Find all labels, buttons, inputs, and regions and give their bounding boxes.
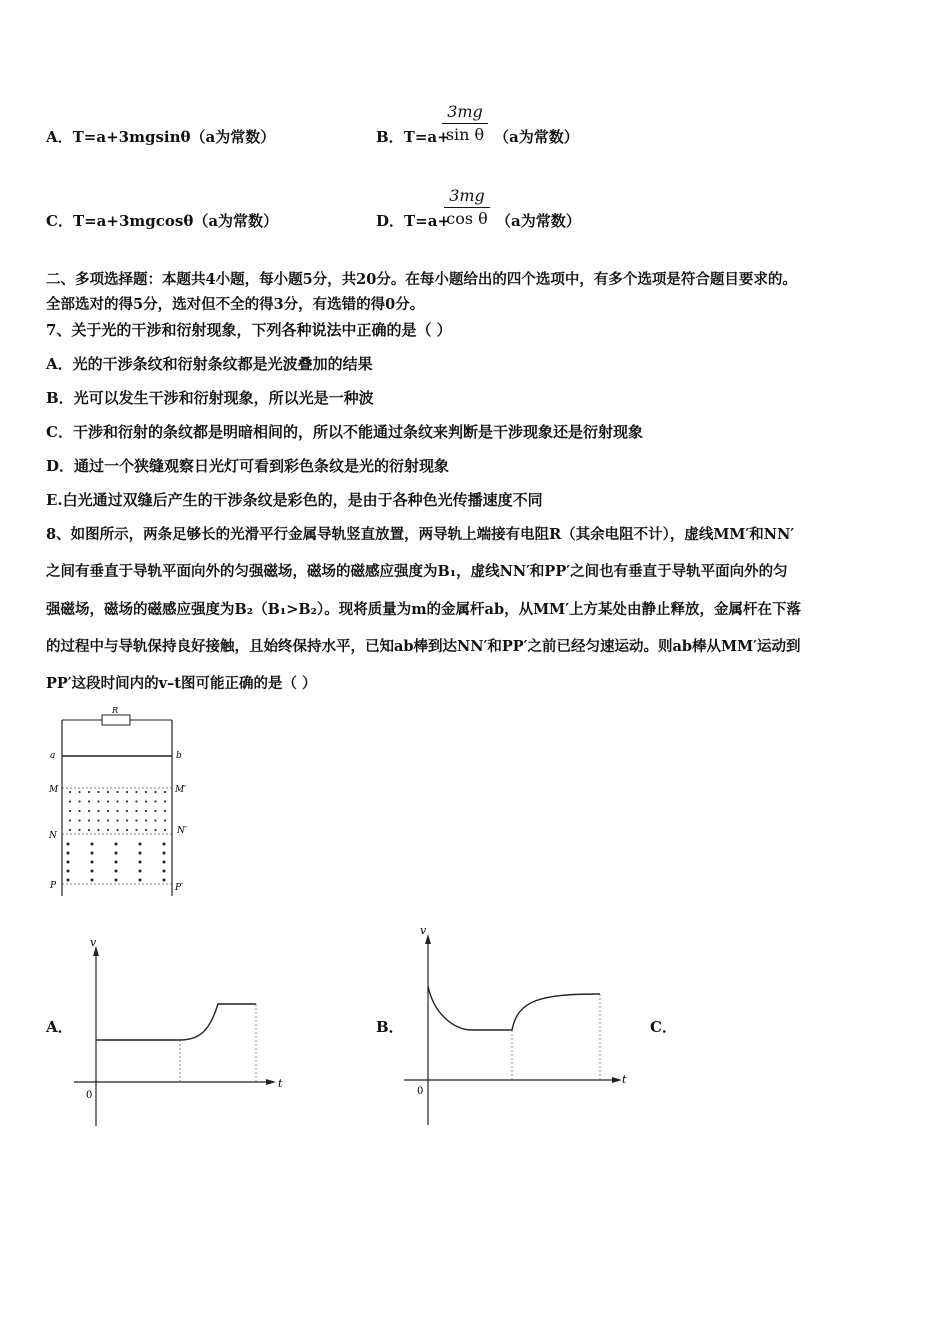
q6-option-b-suffix: （a为常数） <box>494 128 579 146</box>
field-dot <box>88 829 90 831</box>
field-dot <box>115 870 118 873</box>
field-dot <box>154 829 156 831</box>
section-heading-line-1: 二、多项选择题：本题共4小题，每小题5分，共20分。在每小题给出的四个选项中，有多个选项是符合题目要求的。 <box>46 271 797 288</box>
field-dot <box>107 810 109 812</box>
q6-option-c: C．T=a+3mgcosθ（a为常数） <box>46 212 279 230</box>
field-dot <box>91 879 94 882</box>
q6-option-d-fraction <box>444 187 490 228</box>
boundary-n-prime-label: N′ <box>177 826 187 836</box>
field-dot <box>126 800 128 802</box>
field-dot <box>163 852 166 855</box>
field-dot <box>154 810 156 812</box>
field-dot <box>139 879 142 882</box>
field-dot <box>78 791 80 793</box>
field-dot <box>107 829 109 831</box>
field-dot <box>88 800 90 802</box>
field-dot <box>135 810 137 812</box>
q7-stem: 7、关于光的干涉和衍射现象，下列各种说法中正确的是（ ） <box>46 321 452 339</box>
field-dot <box>126 791 128 793</box>
field-dot <box>164 819 166 821</box>
q6-option-d-prefix: D．T=a+ <box>376 212 451 230</box>
field-dot <box>163 843 166 846</box>
q8-stem-line-2: 之间有垂直于导轨平面向外的匀强磁场，磁场的磁感应强度为B₁，虚线NN′和PP′之间也有垂直于导轨平面向外的匀 <box>46 563 788 580</box>
field-dot <box>88 810 90 812</box>
graph-b-curve <box>428 986 600 1030</box>
field-dot <box>67 843 70 846</box>
field-dot <box>163 861 166 864</box>
field-dot <box>139 861 142 864</box>
field-dot <box>145 791 147 793</box>
field-dot <box>164 800 166 802</box>
q7-option-e: E.白光通过双缝后产生的干涉条纹是彩色的，是由于各种色光传播速度不同 <box>46 491 543 509</box>
field-dot <box>91 852 94 855</box>
field-dot <box>97 810 99 812</box>
graph-b-t-label: t <box>622 1073 627 1086</box>
field-dot <box>164 810 166 812</box>
graph-a-curve <box>96 1004 256 1040</box>
field-dot <box>78 810 80 812</box>
field-dot <box>139 843 142 846</box>
field-dot <box>69 829 71 831</box>
field-dot <box>91 870 94 873</box>
q6-option-b-fraction <box>442 103 488 144</box>
field-dot <box>163 879 166 882</box>
field-dot <box>116 819 118 821</box>
field-dot <box>145 819 147 821</box>
field-dot <box>145 829 147 831</box>
field-dot <box>135 800 137 802</box>
field-dot <box>91 843 94 846</box>
field-dot <box>107 819 109 821</box>
field-dot <box>69 791 71 793</box>
boundary-m-label: M <box>49 785 59 795</box>
field-dot <box>67 861 70 864</box>
field-dot <box>97 791 99 793</box>
boundary-p-label: P <box>50 881 57 891</box>
field-dot <box>116 791 118 793</box>
q6-option-a: A．T=a+3mgsinθ（a为常数） <box>46 128 276 146</box>
graph-a-origin-label: 0 <box>86 1090 93 1101</box>
arrow-right-icon <box>612 1077 622 1083</box>
field-dot <box>69 819 71 821</box>
field-dot <box>135 819 137 821</box>
q6-option-d-suffix: （a为常数） <box>496 212 581 230</box>
field-dot <box>67 879 70 882</box>
field-dot <box>115 861 118 864</box>
field-dot <box>78 800 80 802</box>
fraction-denominator: sin θ <box>445 125 485 144</box>
graph-a-t-label: t <box>278 1077 283 1090</box>
q7-option-c: C．干涉和衍射的条纹都是明暗相间的，所以不能通过条纹来判断是干涉现象还是衍射现象 <box>46 423 643 441</box>
field-dot <box>67 870 70 873</box>
field-dot <box>107 791 109 793</box>
q7-option-a: A．光的干涉条纹和衍射条纹都是光波叠加的结果 <box>46 355 373 373</box>
fraction-numerator: 3mg <box>442 103 488 124</box>
graph-b-origin-label: 0 <box>417 1086 424 1097</box>
graph-c-label: C． <box>650 1018 677 1036</box>
field-dot <box>67 852 70 855</box>
field-dot <box>69 800 71 802</box>
graph-a-label: A． <box>46 1018 73 1036</box>
q8-stem-line-5: PP′这段时间内的v–t图可能正确的是（ ） <box>46 675 317 692</box>
field-dot <box>154 800 156 802</box>
q6-option-b-prefix: B．T=a+ <box>376 128 450 146</box>
graph-b-v-label: v <box>420 924 427 937</box>
q8-stem-line-4: 的过程中与导轨保持良好接触，且始终保持水平，已知ab棒到达NN′和PP′之前已经匀速运动。则ab棒从MM′运动到 <box>46 638 801 655</box>
rod-end-a-label: a <box>50 751 56 761</box>
field-dot <box>126 810 128 812</box>
field-dot <box>145 810 147 812</box>
field-dot <box>97 800 99 802</box>
field-dot <box>116 829 118 831</box>
field-dot <box>88 791 90 793</box>
field-dot <box>69 810 71 812</box>
field-dot <box>115 879 118 882</box>
field-dot <box>115 843 118 846</box>
fraction-numerator: 3mg <box>444 187 490 208</box>
field-dot <box>116 810 118 812</box>
field-dot <box>164 791 166 793</box>
field-dot <box>154 791 156 793</box>
q7-option-b: B．光可以发生干涉和衍射现象，所以光是一种波 <box>46 389 374 407</box>
section-heading-line-2: 全部选对的得5分，选对但不全的得3分，有选错的得0分。 <box>46 296 425 313</box>
field-dot <box>145 800 147 802</box>
q7-option-d: D．通过一个狭缝观察日光灯可看到彩色条纹是光的衍射现象 <box>46 457 450 475</box>
field-dot <box>97 829 99 831</box>
graph-b-label: B． <box>376 1018 404 1036</box>
q8-stem-line-1: 8、如图所示，两条足够长的光滑平行金属导轨竖直放置，两导轨上端接有电阻R（其余电阻不计），虚线MM′和NN′ <box>46 526 795 543</box>
graph-b <box>400 920 635 1130</box>
field-dot <box>115 852 118 855</box>
field-dot <box>135 829 137 831</box>
graph-a-v-label: v <box>90 936 97 949</box>
field-dot <box>139 870 142 873</box>
field-dot <box>154 819 156 821</box>
field-dot <box>163 870 166 873</box>
rail-field-figure <box>40 700 200 900</box>
rod-end-b-label: b <box>176 751 182 761</box>
fraction-denominator: cos θ <box>446 209 488 228</box>
field-dot <box>116 800 118 802</box>
boundary-m-prime-label: M′ <box>175 785 187 795</box>
resistor-label: R <box>112 706 119 715</box>
field-b1-dots <box>69 791 166 831</box>
field-dot <box>135 791 137 793</box>
field-dot <box>164 829 166 831</box>
arrow-right-icon <box>266 1079 276 1085</box>
field-dot <box>78 819 80 821</box>
boundary-n-label: N <box>49 831 57 841</box>
field-dot <box>126 829 128 831</box>
field-b2-dots <box>67 843 166 882</box>
boundary-p-prime-label: P′ <box>175 883 184 893</box>
graph-a <box>70 930 290 1130</box>
field-dot <box>107 800 109 802</box>
q8-stem-line-3: 强磁场，磁场的磁感应强度为B₂（B₁>B₂）。现将质量为m的金属杆ab，从MM′上方某处由静止释放，金属杆在下落 <box>46 601 802 618</box>
field-dot <box>88 819 90 821</box>
resistor-icon <box>102 715 130 725</box>
field-dot <box>97 819 99 821</box>
field-dot <box>91 861 94 864</box>
field-dot <box>78 829 80 831</box>
field-dot <box>126 819 128 821</box>
field-dot <box>139 852 142 855</box>
